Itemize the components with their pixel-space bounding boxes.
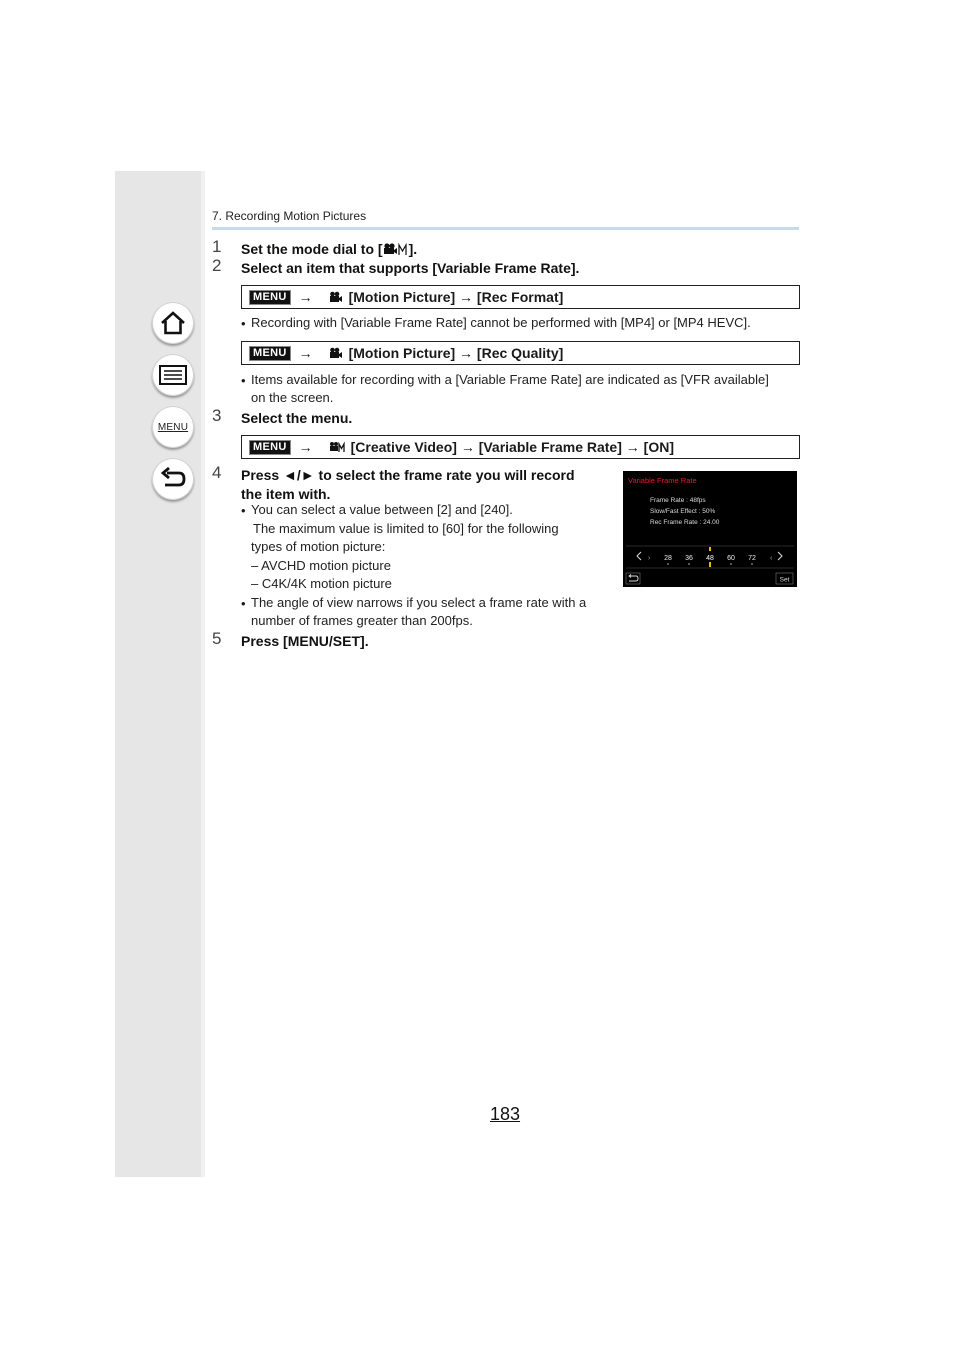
contents-button[interactable]	[152, 354, 194, 396]
menu-badge: MENU	[249, 290, 291, 305]
screen-rec-frame-rate: Rec Frame Rate : 24.00	[650, 519, 720, 526]
menu-label: MENU	[157, 421, 189, 433]
menu-badge: MENU	[249, 440, 291, 455]
screen-set-label: Set	[779, 576, 790, 584]
menu-path-text: [Motion Picture] → [Rec Quality]	[348, 345, 564, 361]
screen-tick: 72	[748, 555, 756, 562]
back-button[interactable]	[152, 458, 194, 500]
step-1-text	[241, 241, 417, 257]
note-angle-1: The angle of view narrows if you select a frame rate with a	[251, 595, 587, 610]
motion-picture-icon	[329, 347, 343, 359]
note-range-4: – AVCHD motion picture	[251, 558, 391, 573]
screen-frame-rate: Frame Rate : 48fps	[650, 497, 706, 504]
step-3-text: Select the menu.	[241, 410, 353, 426]
bullet: •	[241, 596, 246, 611]
screen-marker-top	[709, 547, 711, 551]
screen-left-arrow-icon	[637, 552, 641, 560]
note-angle-2: number of frames greater than 200fps.	[251, 613, 473, 628]
menu-path-text: [Motion Picture] → [Rec Format]	[348, 289, 564, 305]
menu-path-rec-format	[241, 285, 800, 309]
menu-arrow: →	[298, 289, 313, 305]
svg-text:›: ›	[648, 555, 651, 562]
back-arrow-icon	[159, 467, 187, 491]
screen-back-icon	[626, 573, 640, 584]
note-vfr-available-2: on the screen.	[251, 390, 334, 405]
menu-badge: MENU	[249, 346, 291, 361]
camera-screen	[623, 471, 797, 587]
step-5-number: 5	[212, 629, 222, 648]
note-range-3: types of motion picture:	[251, 539, 386, 554]
menu-path-rec-quality	[241, 341, 800, 365]
home-icon	[159, 310, 187, 336]
creative-video-icon	[329, 441, 345, 453]
note-range-5: – C4K/4K motion picture	[251, 576, 392, 591]
section-header: 7. Recording Motion Pictures	[212, 209, 367, 223]
sidebar-edge	[201, 171, 205, 1177]
note-range-2: The maximum value is limited to [60] for the following	[253, 521, 559, 536]
step-1-number: 1	[212, 237, 222, 256]
screen-marker-bottom	[709, 562, 711, 567]
list-icon	[158, 364, 188, 386]
screen-tick-selected: 48	[706, 555, 714, 562]
step-4-number: 4	[212, 463, 222, 482]
home-button[interactable]	[152, 302, 194, 344]
svg-text:‹: ‹	[770, 555, 773, 562]
menu-button[interactable]	[152, 406, 194, 448]
screen-tick: 60	[727, 555, 735, 562]
step-1-text-pre: Set the mode dial to [	[241, 241, 383, 257]
screen-title: Variable Frame Rate	[628, 476, 697, 485]
step-3-number: 3	[212, 406, 222, 425]
step-4-text-2: the item with.	[241, 486, 331, 502]
menu-arrow: →	[298, 345, 313, 361]
bullet: •	[241, 503, 246, 518]
screen-tick: 36	[685, 555, 693, 562]
step-1-text-post: ].	[408, 241, 418, 257]
menu-arrow: →	[298, 439, 313, 455]
note-range-1: You can select a value between [2] and [240].	[251, 502, 513, 517]
step-4-text-1: Press ◄/► to select the frame rate you will record	[241, 467, 575, 483]
screen-tick: 28	[664, 555, 672, 562]
menu-path-text: [Creative Video] → [Variable Frame Rate] → [ON]	[350, 439, 674, 455]
note-vfr-available-1: Items available for recording with a [Variable Frame Rate] are indicated as [VFR available]	[251, 372, 769, 387]
screen-slow-fast: Slow/Fast Effect : 50%	[650, 508, 716, 515]
page-number: 183	[490, 1104, 521, 1124]
header-rule	[212, 227, 799, 230]
menu-path-variable-frame-rate	[241, 435, 800, 459]
screen-right-arrow-icon	[778, 552, 782, 560]
creative-video-mode-icon	[383, 242, 409, 256]
step-5-text: Press [MENU/SET].	[241, 633, 369, 649]
step-2-number: 2	[212, 256, 222, 275]
bullet: •	[241, 373, 246, 388]
step-2-text: Select an item that supports [Variable Frame Rate].	[241, 260, 580, 276]
note-mp4: Recording with [Variable Frame Rate] cannot be performed with [MP4] or [MP4 HEVC].	[251, 315, 751, 330]
bullet: •	[241, 316, 246, 331]
motion-picture-icon	[329, 291, 343, 303]
